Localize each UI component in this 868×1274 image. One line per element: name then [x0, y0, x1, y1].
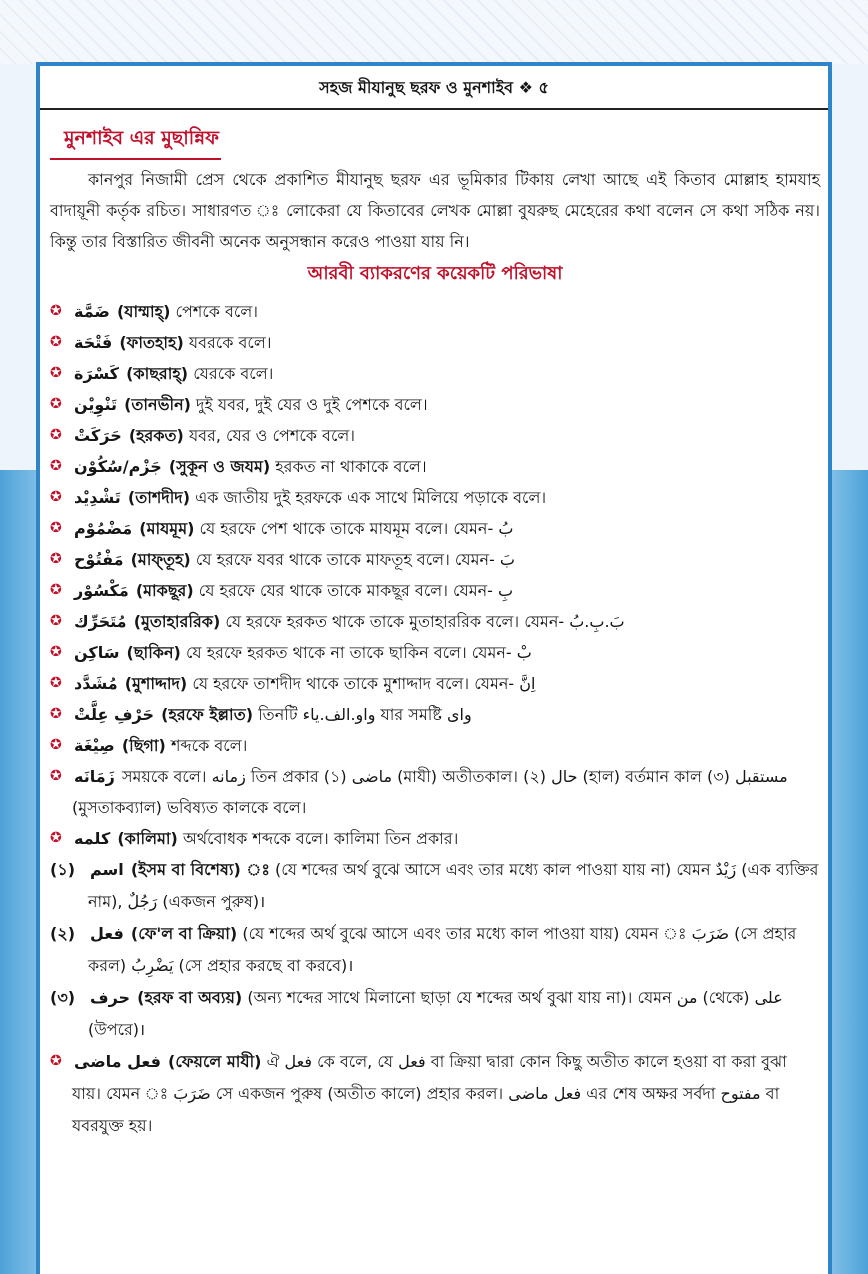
arabic-term: كَسْرَة [74, 364, 119, 383]
term-item [50, 296, 820, 327]
star-bullet-icon: ✪ [50, 675, 62, 691]
section-title: মুনশাইব এর মুছান্নিফ [50, 124, 221, 160]
terms-list [50, 296, 820, 854]
term-name: (মুশাদ্দাদ) [124, 674, 188, 693]
kind-name: (হরফ বা অব্যয়) [137, 988, 243, 1007]
term-definition: যে হরফে যবর থাকে তাকে মাফতূহ বলে। যেমন- بَ [195, 550, 515, 569]
term-definition: যে হরফে পেশ থাকে তাকে মাযমূম বলে। যেমন- بُ [199, 519, 514, 538]
kind-number: (১) [50, 860, 76, 879]
kind-number: (৩) [50, 988, 76, 1007]
word-kinds-list [50, 854, 820, 1046]
background-right-band [830, 470, 868, 1274]
arabic-term: تَشْدِيْد [74, 488, 121, 507]
star-bullet-icon: ✪ [50, 396, 62, 412]
term-name: (ফাতহাহ) [119, 333, 184, 352]
arabic-term: جَزْم/سُكُوْن [74, 457, 162, 476]
arabic-term: مُشَدَّد [74, 674, 118, 693]
star-bullet-icon: ✪ [50, 768, 62, 784]
star-bullet-icon: ✪ [50, 489, 62, 505]
term-name: (হরকত) [128, 426, 184, 445]
last-term [50, 1046, 820, 1142]
kind-definition: (যে শব্দের অর্থ বুঝে আসে এবং তার মধ্যে কাল পাওয়া যায়) যেমন ঃ ضَرَبَ (সে প্রহার করল) يَضْرِبُ (সে প্রহার করছে বা করবে)। [88, 924, 797, 975]
term-item [50, 513, 820, 544]
term-definition: শব্দকে বলে। [170, 736, 248, 755]
term-definition: যে হরফে তাশদীদ থাকে তাকে মুশাদ্দাদ বলে। যেমন- اِنَّ [192, 674, 536, 693]
term-item [50, 327, 820, 358]
kind-number: (২) [50, 924, 76, 943]
arabic-term: مَكْسُوْر [74, 581, 129, 600]
term-name: (ছাকিন) [126, 643, 181, 662]
arabic-term: حرف [90, 988, 131, 1007]
star-bullet-icon: ✪ [50, 551, 62, 567]
term-definition: দুই যবর, দুই যের ও দুই পেশকে বলে। [196, 395, 428, 414]
term-item [50, 420, 820, 451]
term-item [50, 482, 820, 513]
page [36, 62, 832, 1274]
term-item [50, 451, 820, 482]
kind-body [88, 918, 820, 982]
term-definition: যে হরফে যের থাকে তাকে মাকছূর বলে। যেমন- بِ [198, 581, 514, 600]
arabic-term: ضَمَّة [74, 302, 110, 321]
term-definition: পেশকে বলে। [175, 302, 259, 321]
term-definition: যবর, যের ও পেশকে বলে। [188, 426, 356, 445]
term-body [72, 327, 820, 358]
arabic-term: مَفْتُوْح [74, 550, 124, 569]
term-item [50, 823, 820, 854]
word-kind-item [50, 982, 820, 1046]
term-name: (মাকছূর) [135, 581, 194, 600]
term-name: (ছিগা) [121, 736, 166, 755]
star-bullet-icon: ✪ [50, 830, 62, 846]
term-body [72, 482, 820, 513]
term-body [72, 575, 820, 606]
term-definition: অর্থবোধক শব্দকে বলে। কালিমা তিন প্রকার। [182, 829, 459, 848]
term-item [50, 358, 820, 389]
background-pattern [0, 0, 868, 64]
term-item [50, 1046, 820, 1142]
term-name: (ফেয়লে মাযী) [168, 1052, 262, 1071]
term-definition: যবরকে বলে। [188, 333, 272, 352]
star-bullet-icon: ✪ [50, 644, 62, 660]
term-name: (তাশদীদ) [127, 488, 191, 507]
term-item [50, 761, 820, 823]
kind-name: (ফে'ল বা ক্রিয়া) [130, 924, 238, 943]
term-body [72, 1046, 820, 1142]
arabic-term: سَاكِن [74, 643, 120, 662]
star-bullet-icon: ✪ [50, 706, 62, 722]
term-name: (তানভীন) [124, 395, 191, 414]
term-item [50, 668, 820, 699]
term-definition: এক জাতীয় দুই হরফকে এক সাথে মিলিয়ে পড়াকে বলে। [195, 488, 547, 507]
terms-title: আরবী ব্যাকরণের কয়েকটি পরিভাষা [307, 263, 563, 284]
term-body [72, 420, 820, 451]
arabic-term: صِيْغَة [74, 736, 115, 755]
term-item [50, 730, 820, 761]
kind-definition: (যে শব্দের অর্থ বুঝে আসে এবং তার মধ্যে কাল পাওয়া যায় না) যেমন زَيْدٌ (এক ব্যক্তির নাম), رَجُلٌ (একজন পুরুষ)। [88, 860, 819, 911]
page-header: সহজ মীযানুছ ছরফ ও মুনশাইব ❖ ৫ [40, 68, 828, 110]
term-body [72, 544, 820, 575]
term-body [72, 699, 820, 730]
kind-name: (ইসম বা বিশেষ্য) ঃ [130, 860, 270, 879]
section-paragraph: কানপুর নিজামী প্রেস থেকে প্রকাশিত মীযানুছ ছরফ এর ভূমিকার টিকায় লেখা আছে এই কিতাব মোল্লাহ হামযাহ বাদায়ূনী কর্তৃক রচিত। সাধারণত ঃ লোকেরা যে কিতাবের লেখক মোল্লা বুযরুছ মেহেরের কথা বলেন সে কথা সঠিক নয়। কিন্তু তার বিস্তারিত জীবনী অনেক অনুসন্ধান করেও পাওয়া যায় নি। [50, 170, 820, 251]
term-body [72, 730, 820, 761]
star-bullet-icon: ✪ [50, 613, 62, 629]
star-bullet-icon: ✪ [50, 365, 62, 381]
star-bullet-icon: ✪ [50, 520, 62, 536]
kind-body [88, 854, 820, 918]
term-item [50, 575, 820, 606]
term-item [50, 544, 820, 575]
term-definition: ঐ فعل কে বলে, যে فعل বা ক্রিয়া দ্বারা কোন কিছু অতীত কালে হওয়া বা করা বুঝা যায়। যেমন ঃ ضَرَبَ সে একজন পুরুষ (অতীত কালে) প্রহার করল। فعل ماضى এর শেষ অক্ষর সর্বদা مفتوح বা যবরযুক্ত হয়। [72, 1052, 787, 1135]
term-body [72, 668, 820, 699]
arabic-term: مُتَحَرِّك [74, 612, 127, 631]
term-name: (কালিমা) [117, 829, 178, 848]
term-definition: সময়কে বলে। زمانه তিন প্রকার (১) ماضى (মাযী) অতীতকাল। (২) حال (হাল) বর্তমান কাল (৩) مستقبل (মুসতাকব্যাল) ভবিষ্যত কালকে বলে। [72, 767, 788, 817]
term-body [72, 296, 820, 327]
term-body [72, 513, 820, 544]
term-body [72, 451, 820, 482]
term-body [72, 761, 820, 823]
kind-definition: (অন্য শব্দের সাথে মিলানো ছাড়া যে শব্দের অর্থ বুঝা যায় না)। যেমন من (থেকে) على (উপরে)। [88, 988, 783, 1039]
content [50, 124, 820, 1142]
arabic-term: كلمه [74, 829, 111, 848]
term-name: (মাযমূম) [139, 519, 195, 538]
term-body [72, 823, 820, 854]
kind-body [88, 982, 820, 1046]
arabic-term: حَرْفِ عِلَّتْ [74, 705, 155, 724]
arabic-term: فَتْحَة [74, 333, 113, 352]
term-item [50, 699, 820, 730]
term-name: (কাছরাহ্) [126, 364, 189, 383]
term-item [50, 606, 820, 637]
term-definition: হরকত না থাকাকে বলে। [275, 457, 427, 476]
star-bullet-icon: ✪ [50, 303, 62, 319]
word-kind-item [50, 854, 820, 918]
star-bullet-icon: ✪ [50, 582, 62, 598]
term-body [72, 358, 820, 389]
arabic-term: اسم [90, 860, 124, 879]
term-name: (মুতাহাররিক) [133, 612, 221, 631]
term-name: (যাম্মাহ্) [116, 302, 171, 321]
arabic-term: حَرَكَتْ [74, 426, 122, 445]
term-item [50, 637, 820, 668]
star-bullet-icon: ✪ [50, 458, 62, 474]
arabic-term: فعل [90, 924, 124, 943]
arabic-term: فعل ماضى [74, 1052, 161, 1071]
arabic-term: مَضْمُوْم [74, 519, 133, 538]
term-definition: তিনটি واو.الف.ياء যার সমষ্টি واى [258, 705, 472, 724]
term-name: (হরফে ইল্লাত) [161, 705, 254, 724]
star-bullet-icon: ✪ [50, 334, 62, 350]
term-body [72, 606, 820, 637]
arabic-term: تَنْوِيْن [74, 395, 117, 414]
word-kind-item [50, 918, 820, 982]
term-definition: যে হরফে হরকত থাকে না তাকে ছাকিন বলে। যেমন- بْ [185, 643, 532, 662]
term-definition: যে হরফে হরকত থাকে তাকে মুতাহাররিক বলে। যেমন- بَ.بِ.بُ [225, 612, 625, 631]
term-name: (সুকূন ও জযম) [168, 457, 271, 476]
term-body [72, 389, 820, 420]
background-left-band [0, 470, 40, 1274]
term-definition: যেরকে বলে। [193, 364, 274, 383]
star-bullet-icon: ✪ [50, 427, 62, 443]
star-bullet-icon: ✪ [50, 1053, 62, 1069]
term-item [50, 389, 820, 420]
term-body [72, 637, 820, 668]
star-bullet-icon: ✪ [50, 737, 62, 753]
term-name: (মাফ্‌তূহ) [130, 550, 191, 569]
arabic-term: زَمَانَه [74, 767, 115, 786]
